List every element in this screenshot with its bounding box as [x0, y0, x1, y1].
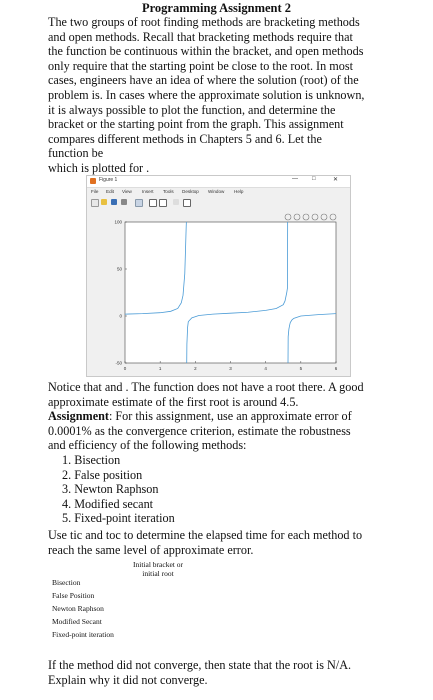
assignment-line: : For this assignment, use an approximate error of [108, 409, 352, 423]
intro-line: only require that the starting point be close to the root. In most [48, 58, 353, 73]
methods-list [62, 453, 175, 526]
figure-titlebar [87, 176, 350, 188]
layout-icon[interactable] [183, 199, 191, 207]
table-row-label: Newton Raphson [52, 604, 104, 613]
closing-line: If the method did not converge, then state that the root is N/A. [48, 658, 352, 672]
method-item: 1. Bisection [62, 453, 121, 467]
menu-tools[interactable]: Tools [163, 189, 174, 194]
y-tick-label: 100 [114, 219, 122, 225]
zoom-in-icon [312, 214, 318, 220]
open-folder-icon[interactable] [101, 199, 107, 205]
x-tick-label: 1 [158, 366, 162, 371]
matlab-figure-icon [90, 178, 96, 184]
method-item: 2. False position [62, 467, 143, 482]
figure-menubar [87, 188, 350, 197]
menu-view[interactable]: View [122, 189, 132, 194]
x-tick-label: 2 [194, 366, 197, 371]
intro-line: problem is. In cases where the approximate solution is unknown, [48, 87, 365, 102]
menu-insert[interactable]: Insert [142, 189, 154, 194]
method-item: 3. Newton Raphson [62, 482, 159, 497]
pan-icon [303, 214, 309, 220]
print-icon[interactable] [121, 199, 127, 205]
table-row-label: Fixed-point iteration [52, 630, 114, 639]
maximize-button[interactable]: □ [312, 176, 316, 182]
table-row-label: Bisection [52, 578, 81, 587]
notice-line: approximate estimate of the first root is around 4.5. [48, 394, 299, 409]
minimize-button[interactable]: — [292, 176, 298, 182]
table-header-line: Initial bracket or [133, 560, 183, 569]
cursor-icon[interactable] [173, 199, 179, 205]
zoom-out-icon [321, 214, 327, 220]
closing-line: Explain why it did not converge. [48, 672, 208, 687]
menu-desktop[interactable]: Desktop [182, 189, 199, 194]
zoom-box-icon[interactable] [149, 199, 157, 207]
table-row-label: Modified Secant [52, 617, 102, 626]
tictoc-line: reach the same level of approximate error. [48, 542, 254, 557]
intro-line: it is always possible to plot the function, and determine the [48, 102, 336, 117]
intro-line: compares different methods in Chapters 5 and 6. Let the [48, 131, 322, 146]
grid-icon[interactable] [159, 199, 167, 207]
figure-window-title: Figure 1 [99, 177, 118, 183]
intro-paragraph [48, 15, 388, 176]
menu-window[interactable]: Window [208, 189, 225, 194]
assignment-line: and efficiency of the following methods: [48, 438, 247, 453]
menu-edit[interactable]: Edit [106, 189, 114, 194]
intro-line: The two groups of root finding methods are bracketing methods [48, 15, 360, 29]
intro-line: function be [48, 146, 104, 161]
y-tick-label: 50 [116, 266, 122, 272]
intro-line: bracket or the starting point from the graph. This assignment [48, 117, 344, 132]
rotate-icon [294, 214, 300, 220]
y-tick-label: 0 [119, 313, 122, 319]
close-button[interactable]: ✕ [333, 177, 339, 183]
tictoc-line: Use tic and toc to determine the elapsed time for each method to [48, 528, 363, 542]
table-header-line: initial root [142, 569, 174, 578]
method-item: 5. Fixed-point iteration [62, 511, 175, 526]
tictoc-paragraph [48, 528, 388, 557]
intro-line: which is plotted for . [48, 160, 150, 175]
notice-line: Notice that and . The function does not have a root there. A good [48, 380, 364, 394]
method-item: 4. Modified secant [62, 496, 154, 511]
x-tick-label: 5 [299, 366, 303, 371]
x-tick-label: 4 [264, 366, 267, 371]
assignment-label: Assignment [48, 409, 109, 423]
x-tick-label: 0 [123, 366, 127, 371]
intro-line: the function be continuous within the bracket, and open methods [48, 44, 364, 59]
x-tick-label: 6 [334, 366, 338, 371]
table-row-label: False Position [52, 591, 95, 600]
new-file-icon[interactable] [91, 199, 99, 207]
assignment-line: 0.0001% as the convergence criterion, estimate the robustness [48, 423, 351, 438]
save-icon[interactable] [111, 199, 117, 205]
x-tick-label: 3 [229, 366, 232, 371]
intro-line: and open methods. Recall that bracketing methods require that [48, 29, 353, 44]
brush-icon [285, 214, 291, 220]
assignment-paragraph [48, 409, 388, 453]
notice-paragraph [48, 380, 388, 409]
figure-window [86, 175, 351, 377]
line-chart [87, 208, 350, 376]
table-header [128, 560, 188, 578]
y-tick-label: -50 [115, 360, 122, 366]
plot-area [87, 208, 350, 376]
home-icon [330, 214, 336, 220]
copy-icon[interactable] [135, 199, 143, 207]
closing-paragraph [48, 658, 388, 687]
menu-help[interactable]: Help [234, 189, 244, 194]
menu-file[interactable]: File [91, 189, 99, 194]
intro-line: cases, engineers have an idea of where the solution (root) of the [48, 73, 359, 88]
document-title: Programming Assignment 2 [141, 1, 292, 15]
axes-box [125, 222, 336, 363]
